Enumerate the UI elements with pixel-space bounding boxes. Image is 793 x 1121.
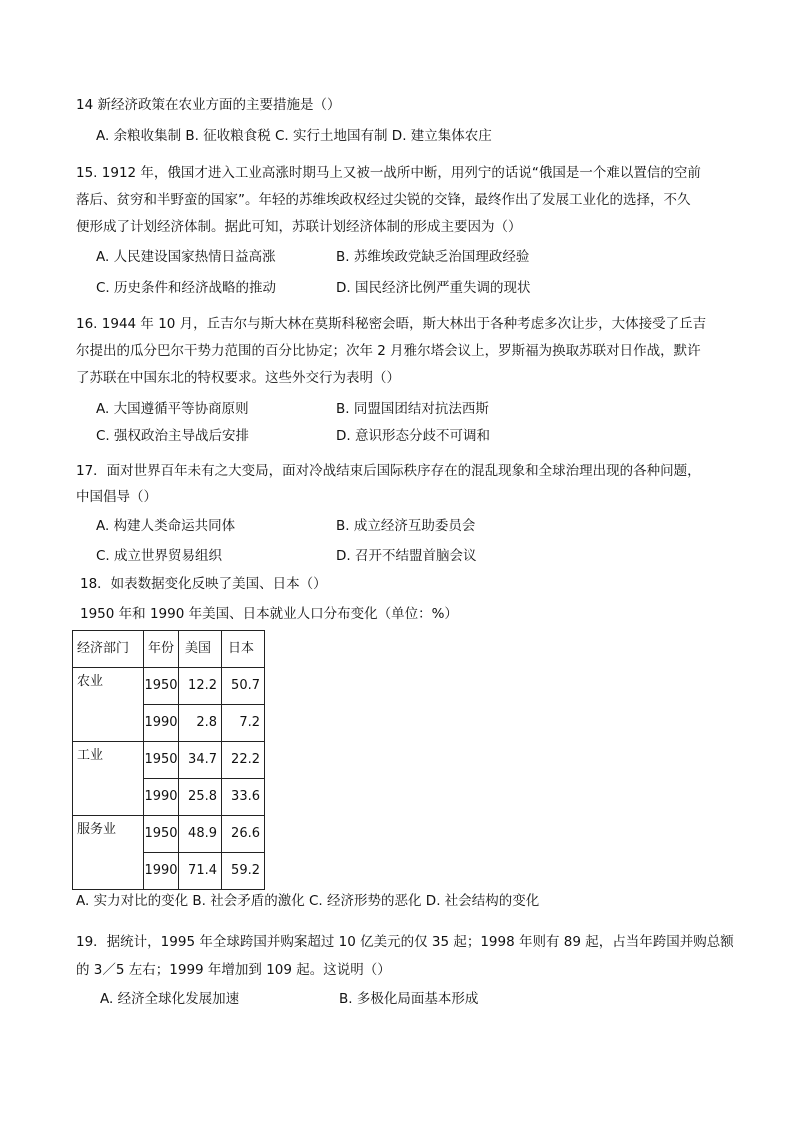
q15-option-a: A. 人民建设国家热情日益高涨: [96, 249, 276, 265]
q19-option-a: A. 经济全球化发展加速: [100, 991, 240, 1007]
q17-line-2: 中国倡导（）: [76, 489, 157, 505]
year-cell: 1990: [144, 779, 179, 816]
table-row: [73, 816, 265, 853]
header-japan: 日本: [222, 631, 265, 668]
q15-option-c: C. 历史条件和经济战略的推动: [96, 280, 277, 296]
q16-option-d: D. 意识形态分歧不可调和: [336, 428, 490, 444]
usa-cell: 71.4: [179, 853, 222, 890]
q16-option-c: C. 强权政治主导战后安排: [96, 428, 250, 444]
usa-cell: 48.9: [179, 816, 222, 853]
sector-name: 工业: [77, 748, 104, 763]
sector-name: 农业: [77, 674, 104, 689]
q16-line-3: 了苏联在中国东北的特权要求。这些外交行为表明（）: [76, 370, 400, 386]
japan-cell: 33.6: [222, 779, 265, 816]
employment-table: [72, 630, 265, 890]
table-header-row: [73, 631, 265, 668]
q16-line-1: 16. 1944 年 10 月，丘吉尔与斯大林在莫斯科秘密会晤，斯大林出于各种考虑多次让步，大体接受了丘吉: [76, 316, 707, 332]
q15-option-d: D. 国民经济比例严重失调的现状: [336, 280, 531, 296]
sector-cell: [73, 668, 144, 742]
table-row: [73, 742, 265, 779]
header-usa: 美国: [179, 631, 222, 668]
sector-cell: [73, 816, 144, 890]
usa-cell: 12.2: [179, 668, 222, 705]
q18-table-caption: 1950 年和 1990 年美国、日本就业人口分布变化（单位：%）: [80, 606, 458, 622]
q15-line-1: 15. 1912 年，俄国才进入工业高涨时期马上又被一战所中断，用列宁的话说“俄国是一个难以置信的空前: [76, 165, 701, 181]
japan-cell: 7.2: [222, 705, 265, 742]
q15-line-2: 落后、贫穷和半野蛮的国家”。年轻的苏维埃政权经过尖锐的交锋，最终作出了发展工业化的选择，不久: [76, 192, 691, 208]
q17-option-d: D. 召开不结盟首脑会议: [336, 548, 477, 564]
q19-option-b: B. 多极化局面基本形成: [339, 991, 479, 1007]
year-cell: 1990: [144, 705, 179, 742]
year-cell: 1950: [144, 742, 179, 779]
q14-stem: 14 新经济政策在农业方面的主要措施是（）: [76, 97, 341, 113]
q17-option-b: B. 成立经济互助委员会: [336, 518, 476, 534]
japan-cell: 22.2: [222, 742, 265, 779]
usa-cell: 2.8: [179, 705, 222, 742]
usa-cell: 34.7: [179, 742, 222, 779]
q16-option-b: B. 同盟国团结对抗法西斯: [336, 401, 489, 417]
q16-line-2: 尔提出的瓜分巴尔干势力范围的百分比协定；次年 2 月雅尔塔会议上，罗斯福为换取苏联对日作战，默许: [76, 343, 701, 359]
q16-option-a: A. 大国遵循平等协商原则: [96, 401, 249, 417]
q18-stem: 18．如表数据变化反映了美国、日本（）: [80, 576, 327, 592]
year-cell: 1950: [144, 668, 179, 705]
q19-line-1: 19．据统计，1995 年全球跨国并购案超过 10 亿美元的仅 35 起；1998 年则有 89 起，占当年跨国并购总额: [76, 934, 734, 950]
q15-line-3: 便形成了计划经济体制。据此可知，苏联计划经济体制的形成主要因为（）: [76, 219, 522, 235]
year-cell: 1950: [144, 816, 179, 853]
q17-option-a: A. 构建人类命运共同体: [96, 518, 236, 534]
q14-options: A. 余粮收集制 B. 征收粮食税 C. 实行土地国有制 D. 建立集体农庄: [96, 128, 492, 144]
sector-name: 服务业: [77, 822, 117, 837]
sector-cell: [73, 742, 144, 816]
japan-cell: 50.7: [222, 668, 265, 705]
q19-line-2: 的 3／5 左右；1999 年增加到 109 起。这说明（）: [76, 962, 391, 978]
q17-option-c: C. 成立世界贸易组织: [96, 548, 223, 564]
usa-cell: 25.8: [179, 779, 222, 816]
q18-options: A. 实力对比的变化 B. 社会矛盾的激化 C. 经济形势的恶化 D. 社会结构的变化: [76, 893, 540, 909]
year-cell: 1990: [144, 853, 179, 890]
header-year: 年份: [144, 631, 179, 668]
japan-cell: 26.6: [222, 816, 265, 853]
header-sector: 经济部门: [73, 631, 144, 668]
table-row: [73, 668, 265, 705]
japan-cell: 59.2: [222, 853, 265, 890]
q17-line-1: 17．面对世界百年未有之大变局，面对冷战结束后国际秩序存在的混乱现象和全球治理出现的各种问题，: [76, 463, 701, 479]
q15-option-b: B. 苏维埃政党缺乏治国理政经验: [336, 249, 530, 265]
